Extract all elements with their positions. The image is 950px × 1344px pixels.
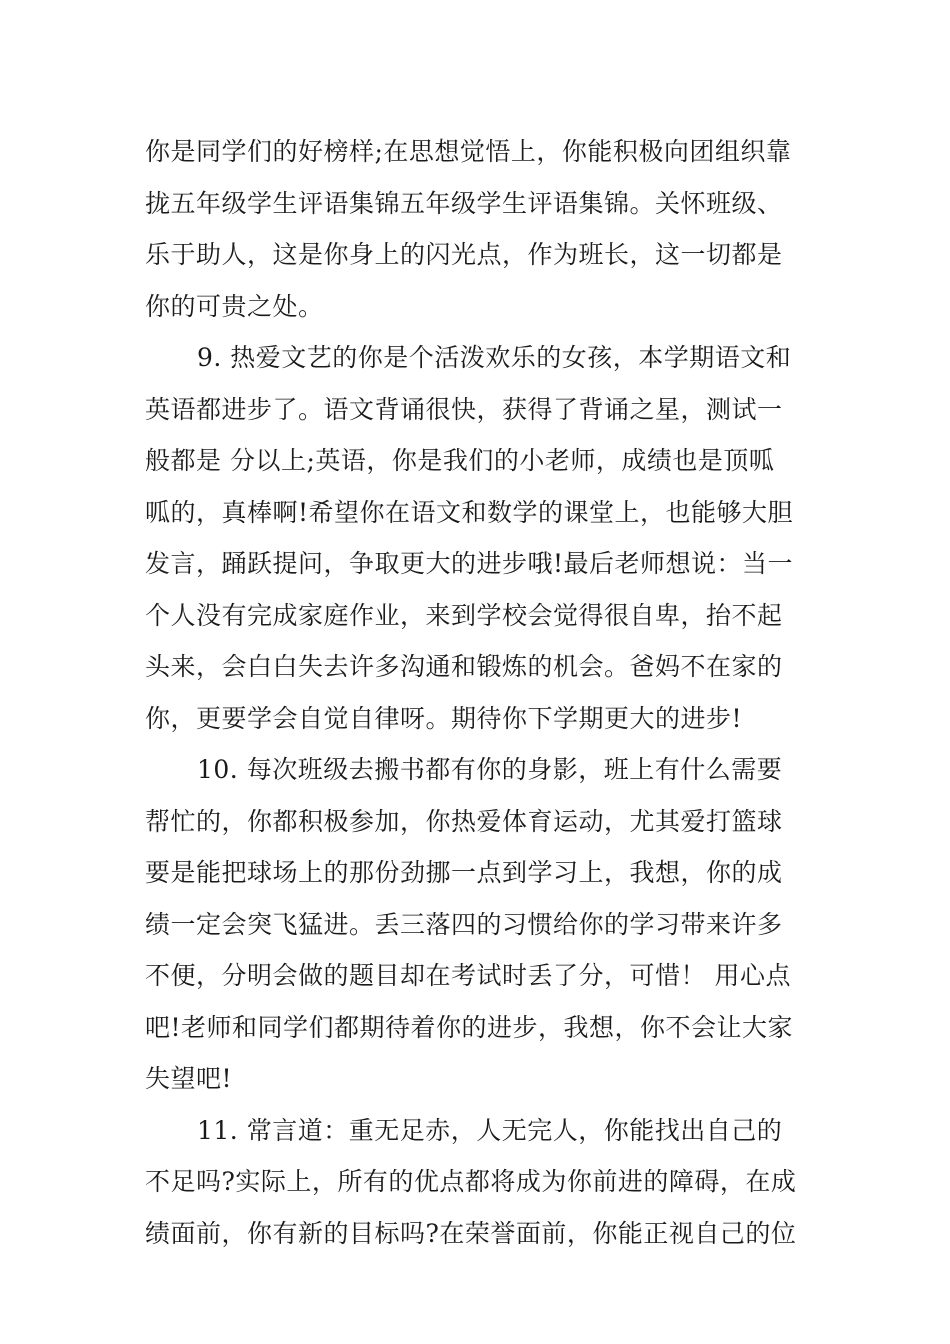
text-line: 发言，踊跃提问，争取更大的进步哦!最后老师想说：当一	[145, 549, 794, 578]
text-line: 你的可贵之处。	[145, 291, 324, 321]
text-line: 要是能把球场上的那份劲挪一点到学习上，我想，你的成	[145, 858, 783, 887]
text-line: 乐于助人，这是你身上的闪光点，作为班长，这一切都是	[145, 240, 783, 269]
text-line: 帮忙的，你都积极参加，你热爱体育运动，尤其爱打篮球	[145, 806, 783, 836]
text-line: 不足吗?实际上，所有的优点都将成为你前进的障碍，在成	[145, 1167, 797, 1196]
text-line: 你，更要学会自觉自律呀。期待你下学期更大的进步!	[145, 703, 743, 733]
text-line: 拢五年级学生评语集锦五年级学生评语集锦。关怀班级、	[145, 188, 783, 218]
paragraph-9-start: 9. 热爱文艺的你是个活泼欢乐的女孩，本学期语文和	[197, 343, 792, 372]
text-line: 你是同学们的好榜样;在思想觉悟上，你能积极向团组织靠	[145, 137, 792, 166]
document-body	[145, 126, 810, 1259]
paragraph-10-start: 10. 每次班级去搬书都有你的身影，班上有什么需要	[197, 755, 783, 784]
text-line: 呱的，真棒啊!希望你在语文和数学的课堂上，也能够大胆	[145, 497, 794, 527]
text-line: 头来，会白白失去许多沟通和锻炼的机会。爸妈不在家的	[145, 652, 783, 681]
text-line: 般都是 分以上;英语，你是我们的小老师，成绩也是顶呱	[145, 446, 775, 475]
text-line: 吧!老师和同学们都期待着你的进步，我想，你不会让大家	[145, 1012, 794, 1042]
text-line: 英语都进步了。语文背诵很快，获得了背诵之星，测试一	[145, 394, 783, 424]
paragraph-11-start: 11. 常言道：重无足赤，人无完人，你能找出自己的	[197, 1115, 783, 1145]
text-line: 失望吧!	[145, 1064, 233, 1093]
text-line: 绩一定会突飞猛进。丢三落四的习惯给你的学习带来许多	[145, 909, 783, 939]
text-line: 个人没有完成家庭作业，来到学校会觉得很自卑，抬不起	[145, 600, 783, 630]
text-line: 绩面前，你有新的目标吗?在荣誉面前，你能正视自己的位	[145, 1218, 797, 1248]
text-line: 不便，分明会做的题目却在考试时丢了分，可惜！ 用心点	[145, 961, 791, 990]
